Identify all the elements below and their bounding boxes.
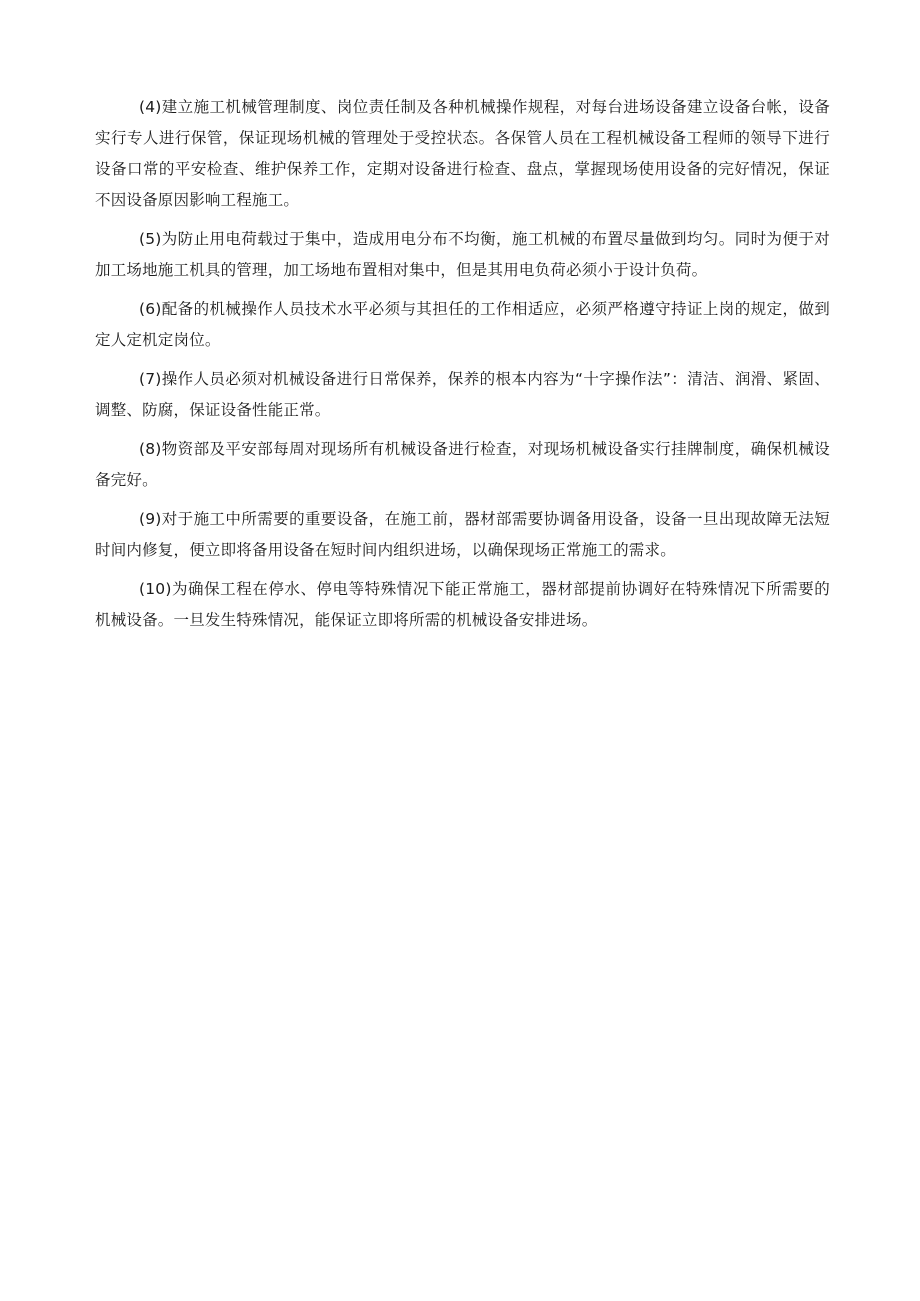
document-body — [95, 92, 830, 644]
paragraph-item-10: (10)为确保工程在停水、停电等特殊情况下能正常施工，器材部提前协调好在特殊情况下所需要的机械设备。一旦发生特殊情况，能保证立即将所需的机械设备安排进场。 — [95, 580, 830, 629]
paragraph-item-8: (8)物资部及平安部每周对现场所有机械设备进行检查，对现场机械设备实行挂牌制度，确保机械设备完好。 — [95, 440, 830, 489]
paragraph-item-4: (4)建立施工机械管理制度、岗位责任制及各种机械操作规程，对每台进场设备建立设备台帐，设备实行专人进行保管，保证现场机械的管理处于受控状态。各保管人员在工程机械设备工程师的领导下进行设备口常的平安检查、维护保养工作，定期对设备进行检查、盘点，掌握现场使用设备的完好情况，保证不因设备原因影响工程施工。 — [95, 98, 830, 209]
paragraph-item-7: (7)操作人员必须对机械设备进行日常保养，保养的根本内容为“十字操作法”：清洁、润滑、紧固、调整、防腐，保证设备性能正常。 — [95, 370, 830, 419]
paragraph-item-5: (5)为防止用电荷载过于集中，造成用电分布不均衡，施工机械的布置尽量做到均匀。同时为便于对加工场地施工机具的管理，加工场地布置相对集中，但是其用电负荷必须小于设计负荷。 — [95, 230, 830, 279]
paragraph-item-6: (6)配备的机械操作人员技术水平必须与其担任的工作相适应，必须严格遵守持证上岗的规定，做到定人定机定岗位。 — [95, 300, 830, 349]
paragraph-item-9: (9)对于施工中所需要的重要设备，在施工前，器材部需要协调备用设备，设备一旦出现故障无法短时间内修复，便立即将备用设备在短时间内组织进场，以确保现场正常施工的需求。 — [95, 510, 830, 559]
